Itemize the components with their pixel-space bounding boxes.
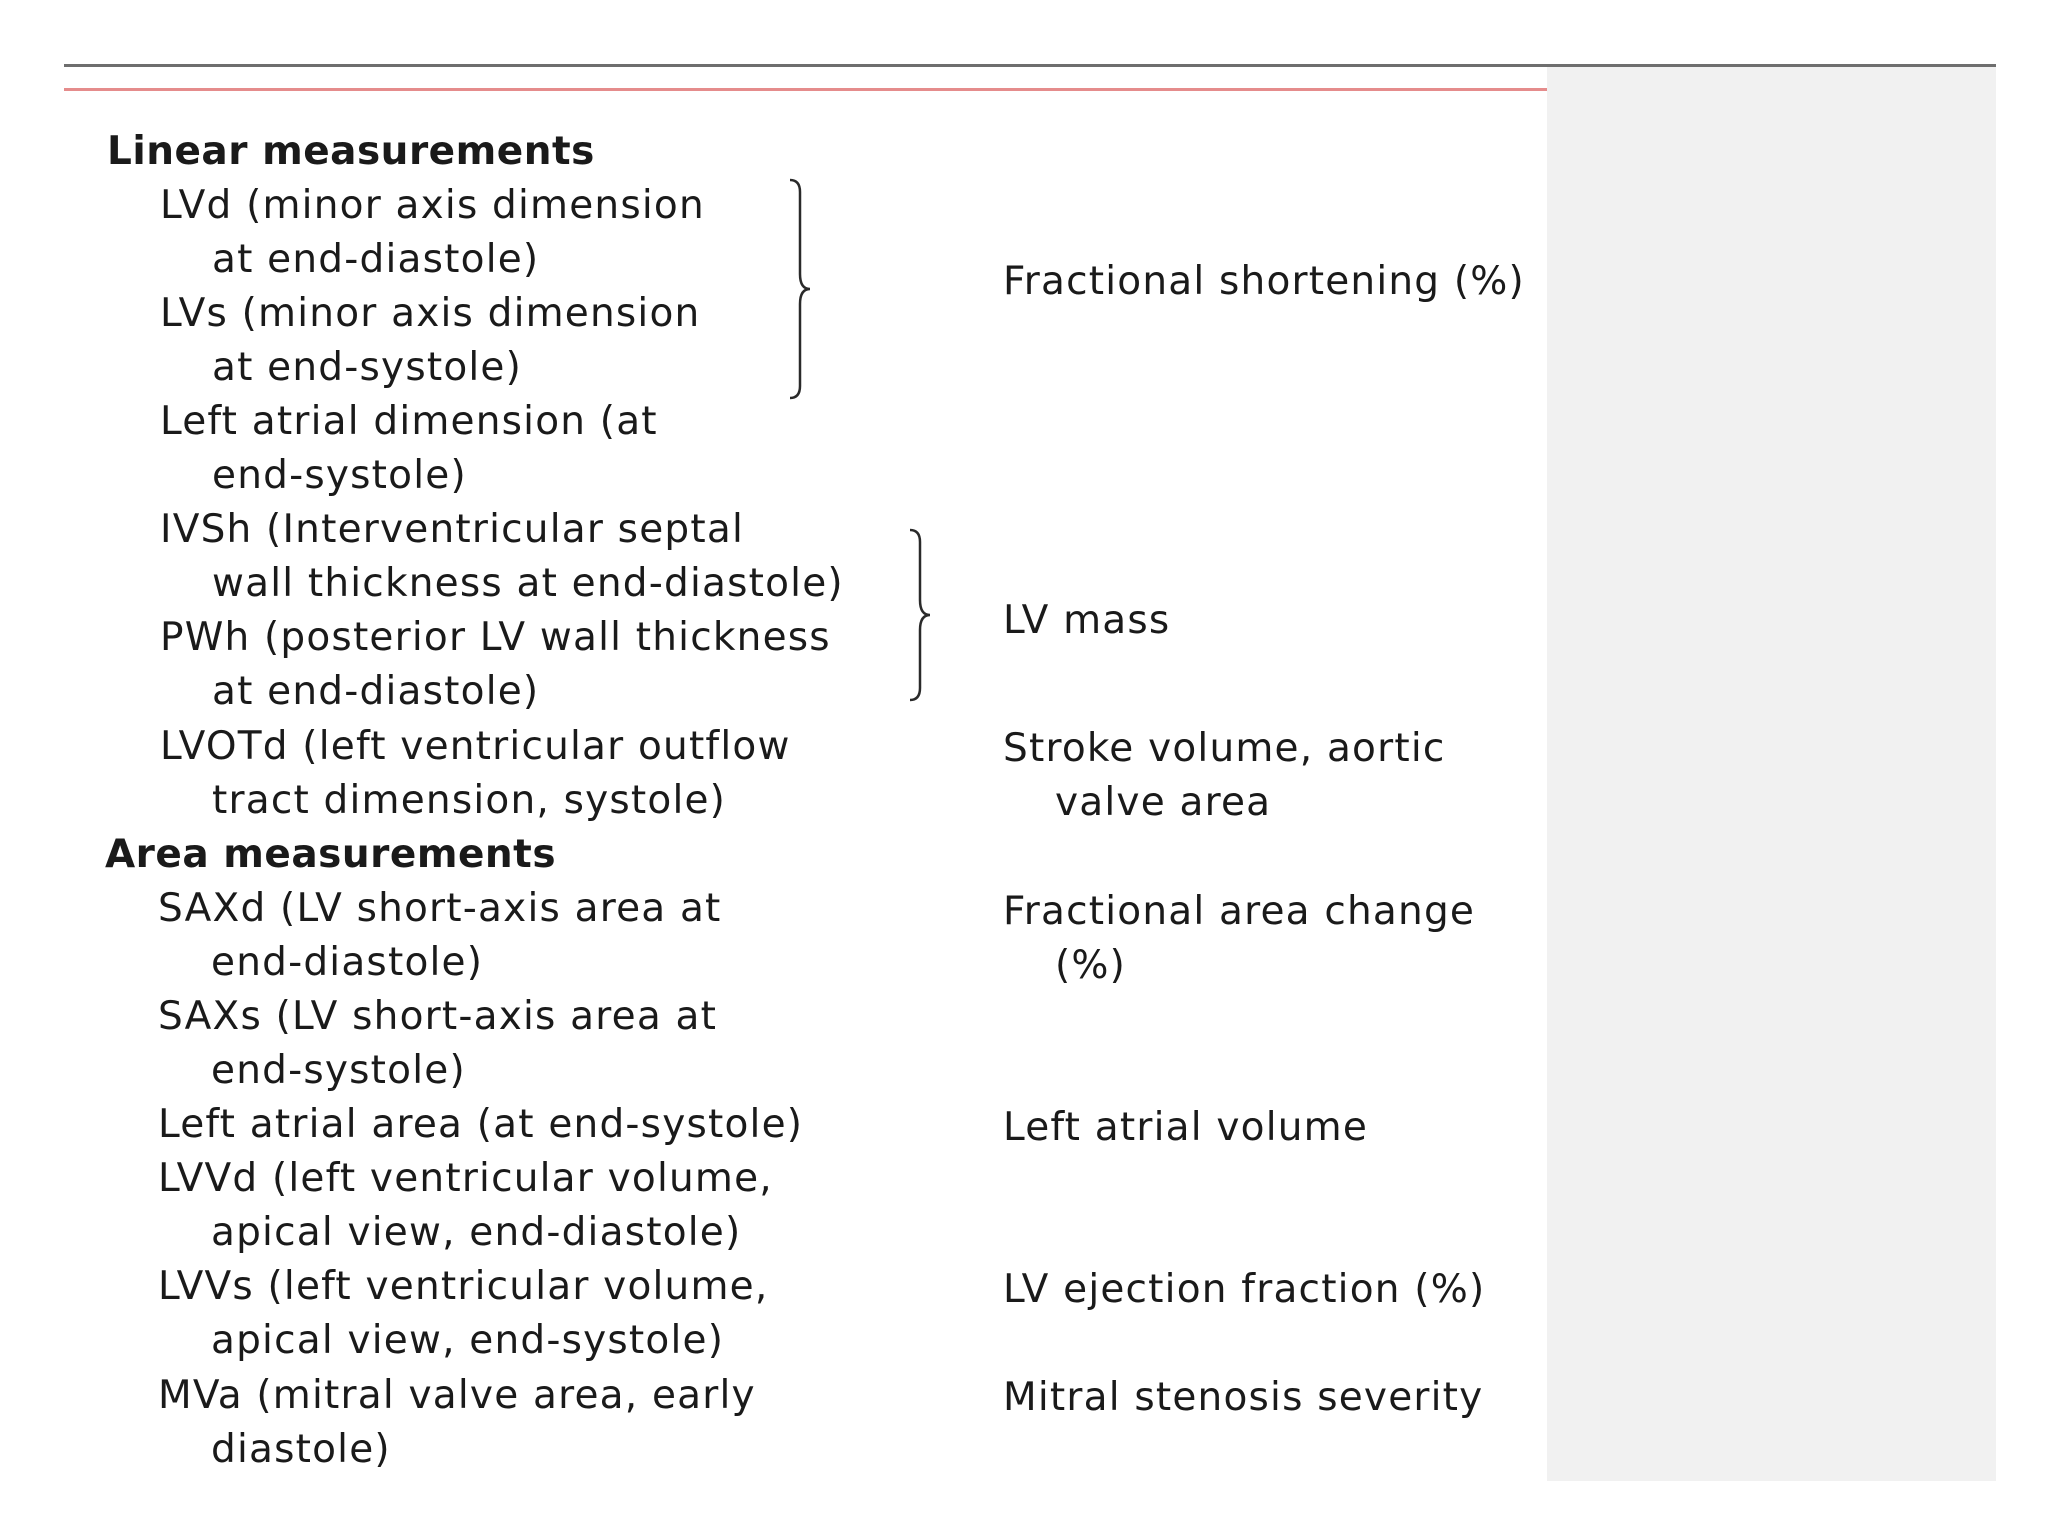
measurement-mva-cont: diastole) [211,1427,391,1472]
derived-fractional-area-change: Fractional area change [1003,889,1476,934]
measurement-lvvs-cont: apical view, end-systole) [211,1318,725,1363]
derived-lv-mass: LV mass [1003,598,1171,643]
measurement-la-area: Left atrial area (at end-systole) [158,1102,804,1147]
measurement-la-dimension: Left atrial dimension (at [160,399,658,444]
derived-stroke-volume-cont: valve area [1055,780,1272,825]
brace-fractional-shortening [784,178,824,400]
measurement-lvs: LVs (minor axis dimension [160,291,701,336]
measurement-pwh-cont: at end-diastole) [212,669,540,714]
measurement-lvd: LVd (minor axis dimension [160,183,705,228]
measurement-saxs-cont: end-systole) [211,1048,466,1093]
derived-fractional-shortening: Fractional shortening (%) [1003,259,1525,304]
brace-lv-mass [904,528,944,702]
derived-stroke-volume: Stroke volume, aortic [1003,726,1446,771]
measurement-ivsh: IVSh (Interventricular septal [160,507,744,552]
measurement-saxs: SAXs (LV short-axis area at [158,994,718,1039]
measurement-lvvd: LVVd (left ventricular volume, [158,1156,773,1201]
measurement-saxd: SAXd (LV short-axis area at [158,886,722,931]
measurement-lvs-cont: at end-systole) [212,345,523,390]
measurement-ivsh-cont: wall thickness at end-diastole) [212,561,844,606]
derived-lv-ejection-fraction: LV ejection fraction (%) [1003,1267,1486,1312]
derived-mitral-stenosis: Mitral stenosis severity [1003,1375,1484,1420]
measurement-saxd-cont: end-diastole) [211,940,484,985]
section-heading-area: Area measurements [105,832,557,877]
measurement-mva: MVa (mitral valve area, early [158,1373,756,1418]
measurement-lvd-cont: at end-diastole) [212,237,540,282]
section-heading-linear: Linear measurements [107,129,595,174]
measurement-la-dimension-cont: end-systole) [212,453,467,498]
measurement-pwh: PWh (posterior LV wall thickness [160,615,831,660]
measurement-lvotd-cont: tract dimension, systole) [212,778,727,823]
measurement-lvvs: LVVs (left ventricular volume, [158,1264,769,1309]
derived-fractional-area-change-cont: (%) [1055,943,1127,988]
derived-left-atrial-volume: Left atrial volume [1003,1105,1369,1150]
measurement-lvvd-cont: apical view, end-diastole) [211,1210,742,1255]
measurement-lvotd: LVOTd (left ventricular outflow [160,724,791,769]
